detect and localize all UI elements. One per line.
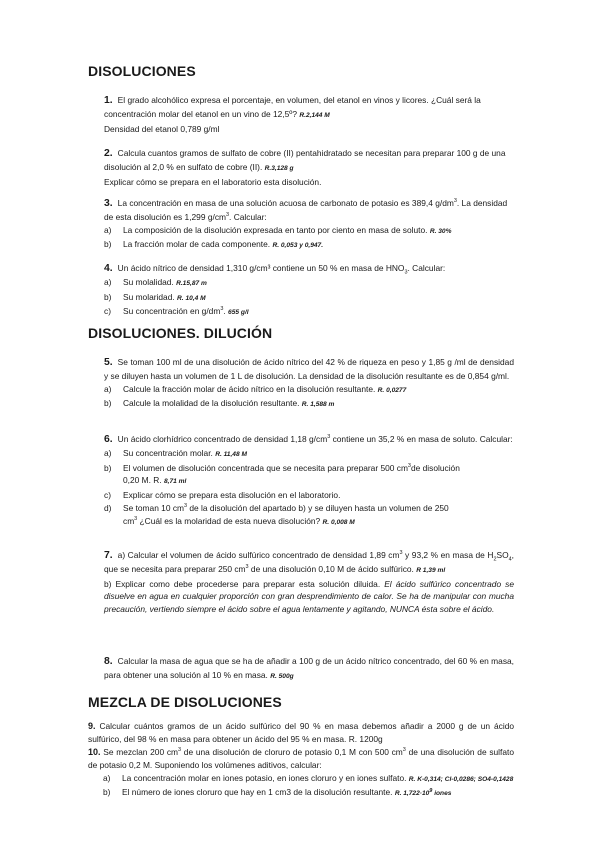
question-text: Un ácido clorhídrico concentrado de densidad 1,18 g/cm — [117, 434, 328, 444]
question-1 — [104, 94, 514, 135]
question-text: Calcula cuantos gramos de sulfato de cobre (II) pentahidratado se necesitan para preparar 100 g de una disolución al 2,0 % en sulfato de cobre (II). — [104, 148, 506, 172]
question-9 — [88, 720, 514, 746]
answer: R. K-0,314; Cl-0,0286; SO4-0,1428 — [408, 775, 514, 783]
question-text: Un ácido nítrico de densidad 1,310 g/cm³ contiene un 50 % en masa de HNO — [117, 263, 405, 273]
question-4: 4. Un ácido nítrico de densidad 1,310 g/cm³ contiene un 50 % en masa de $HNO_3$. Calcular: a) Su molalidad. R.15,87 m b) Su molaridad. R. 10,4 M c) Su concentración en $g/dm^3$. 655 g/l — [104, 262, 514, 320]
list-item: d) Se toman 10 $cm^3$ de la disolución del apartado b) y se diluyen hasta un volumen de 250 $cm^3$ ¿Cuál es la molaridad de esta nueva disolución? R. 0,008 M — [104, 502, 449, 526]
list-item: a) Su concentración molar. R. 11,48 M — [104, 447, 247, 458]
question-8 — [104, 655, 514, 684]
question-number: 4. — [104, 263, 113, 274]
question-number: 1. — [104, 95, 113, 106]
list-item: b) Calcule la molalidad de la disolución resultante. R. 1,588 m — [104, 398, 335, 409]
list-item: a) La composición de la disolución expresada en tanto por ciento en masa de soluto. R. 30% — [104, 224, 452, 235]
question-number: 10. — [88, 747, 101, 757]
question-part-b: b) Explicar como debe procederse para preparar esta solución diluida. — [104, 578, 381, 589]
answer: R.3,128 g — [264, 164, 294, 172]
question-text: La concentración en masa de una solución acuosa de carbonato de potasio es 389,4 g/dm — [117, 198, 454, 208]
answer: R.2,144 M — [299, 111, 330, 119]
question-text: Se toman 100 ml de una disolución de ácido nítrico del 42 % de riqueza en peso y 1,85 g /ml de densidad y se diluyen hasta un volumen de 1 L de disolución. La densidad de la disolución resultante es de 0,854 g/ml. — [104, 357, 514, 381]
section-heading-dilucion: DISOLUCIONES. DILUCIÓN — [88, 325, 273, 341]
question-5 — [104, 356, 514, 412]
answer: R. 1,588 m — [301, 401, 335, 409]
list-item: c) Explicar cómo se prepara esta disolución en el laboratorio. — [104, 490, 341, 501]
answer: 8,71 ml — [163, 478, 187, 486]
list-item: c) Su concentración en $g/dm^3$. 655 g/l — [104, 306, 249, 317]
question-3: 3. La concentración en masa de una solución acuosa de carbonato de potasio es 389,4 $g/dm^3$. La densidad de esta disolución es 1,299 $g/cm^3$. Calcular: a) La composición de la disolución expresada en tanto por ciento en masa de soluto. R. 30% b) La fracción molar de cada componente. R. 0,053 y 0,947. — [104, 197, 514, 253]
list-item: b) La fracción molar de cada componente. R. 0,053 y 0,947. — [104, 239, 324, 250]
list-item: b) Su molaridad. R. 10,4 M — [104, 291, 206, 302]
list-item: a) La concentración molar en iones potasio, en iones cloruro y en iones sulfato. R. K-0,314; Cl-0,0286; SO4-0,1428 — [103, 772, 514, 783]
question-number: 5. — [104, 357, 113, 368]
answer: R. 10,4 M — [177, 294, 206, 302]
answer: R. 0,053 y 0,947. — [272, 242, 324, 250]
list-item: a) Calcule la fracción molar de ácido nítrico en la disolución resultante. R. 0,0277 — [104, 383, 407, 394]
answer: R. $1,722\cdot 10^9$ iones — [394, 788, 452, 798]
answer: R. 0,008 M — [322, 518, 355, 526]
question-text: Calcular cuántos gramos de un ácido sulfúrico del 90 % en masa debemos añadir a 2000 g de un ácido sulfúrico, del 98 % en masa para obtener un ácido del 95 % en masa. R. 1200g — [88, 721, 515, 744]
question-7: 7. a) Calcular el volumen de ácido sulfúrico concentrado de densidad 1,89 $cm^3$ y 93,2 % en masa de $H_2SO_4$, que se necesita para preparar 250 $cm^3$ de una disolución 0,10 M de ácido sulfúrico. R 1,39 ml b) Explicar como debe procederse para preparar esta solución diluida. El ácido sulfúrico concentrado se disuelve en agua en cualquier proporción con gran desprendimiento de calor. Se ha de manipular con mucha precaución, vertiendo siempre el ácido sobre el agua lentamente y agitando, NUNCA ésta sobre el ácido. — [104, 550, 514, 615]
answer: R. 11,48 M — [215, 450, 247, 458]
question-number: 3. — [104, 198, 113, 209]
question-number: 7. — [104, 550, 113, 561]
answer: 655 g/l — [228, 309, 249, 317]
question-extra: Explicar cómo se prepara en el laboratorio esta disolución. — [104, 176, 322, 187]
section-heading-disoluciones: DISOLUCIONES — [88, 63, 196, 79]
list-item: b) El volumen de disolución concentrada que se necesita para preparar 500 $cm^3de$ disolución 0,20 M. R. 8,71 ml — [104, 462, 460, 486]
answer: R. 0,0277 — [377, 386, 407, 394]
answer: R. 30% — [429, 227, 452, 235]
question-number: 8. — [104, 656, 113, 667]
question-number: 6. — [104, 434, 113, 445]
answer: R 1,39 ml — [416, 566, 446, 574]
question-text: Calcular la masa de agua que se ha de añadir a 100 g de un ácido nítrico concentrado, del 60 % en masa, para obtener una solución al 10 % en masa. — [104, 656, 514, 680]
answer: R.15,87 m — [176, 279, 207, 287]
question-extra: Densidad del etanol 0,789 g/ml — [104, 123, 220, 134]
question-number: 9. — [88, 721, 96, 731]
question-6: 6. Un ácido clorhídrico concentrado de densidad 1,18 $g/cm^3$ contiene un 35,2 % en masa de soluto. Calcular: a) Su concentración molar. R. 11,48 M b) El volumen de disolución concentrada que se necesita para preparar 500 $cm^3de$ disolución 0,20 M. R. 8,71 ml c) Explicar cómo se prepara esta disolución en el laboratorio. d) Se toman 10 $cm^3$ de la disolución del apartado b) y se diluyen hasta un volumen de 250 $cm^3$ ¿Cuál es la molaridad de esta nueva disolución? R. 0,008 M — [104, 433, 514, 530]
answer: R. 500g — [270, 672, 294, 680]
list-item: b) El número de iones cloruro que hay en 1 cm3 de la disolución resultante. R. $1,722\cdot 10^9$ iones — [103, 787, 452, 798]
question-number: 2. — [104, 148, 113, 159]
section-heading-mezcla: MEZCLA DE DISOLUCIONES — [88, 694, 282, 710]
italic-note: El ácido sulfúrico concentrado se disuelve en agua en cualquier proporción con gran desprendimiento de calor. Se ha de manipular con mucha precaución, vertiendo siempre el ácido sobre el agua lentamente y agitando, NUNCA ésta sobre el ácido. — [104, 578, 514, 615]
list-item: a) Su molalidad. R.15,87 m — [104, 276, 207, 287]
question-2 — [104, 147, 514, 188]
question-text: El grado alcohólico expresa el porcentaje, en volumen, del etanol en vinos y licores. ¿Cuál será la concentración molar del etanol en un vino de 12,5º? — [104, 95, 481, 119]
question-10: 10. Se mezclan 200 $cm^3$ de una disolución de cloruro de potasio 0,1 M con 500 $cm^3$ de una disolución de sulfato de potasio 0,2 M. Suponiendo los volúmenes aditivos, calcular: a) La concentración molar en iones potasio, en iones cloruro y en iones sulfato. R. K-0,314; Cl-0,0286; SO4-0,1428 b) El número de iones cloruro que hay en 1 cm3 de la disolución resultante. R. $1,722\cdot 10^9$ iones — [88, 746, 514, 801]
